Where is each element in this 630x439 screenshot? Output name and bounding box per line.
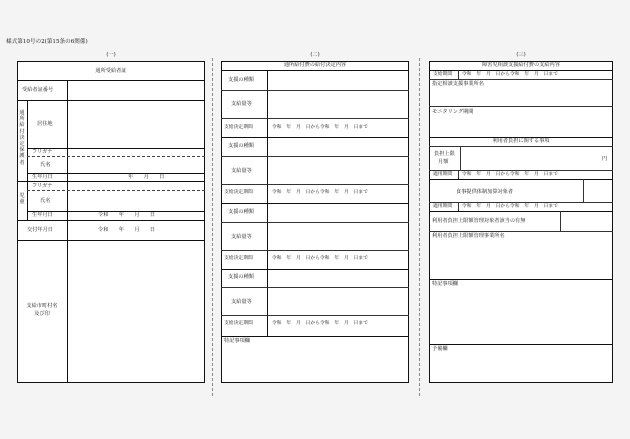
child-name-label: 氏名 (40, 198, 51, 204)
support-kind-label-1: 支援の種類 (228, 77, 254, 83)
burden-title: 利用者負担に関する事項 (492, 138, 550, 144)
amount-label-2: 支給量等 (231, 168, 252, 174)
panel2-notes-label: 特記事項欄 (224, 338, 250, 344)
period-label-1: 支給決定期間 (224, 125, 253, 130)
amount-label-3: 支給量等 (231, 234, 252, 240)
amount-label-4: 支給量等 (231, 299, 252, 305)
reserve-label: 予備欄 (432, 346, 448, 352)
form-title: 様式第10号の2(第15条の6関係) (6, 39, 88, 45)
child-furigana-label: フリガナ (32, 183, 53, 189)
apply-period-value: 令和 年 月 日から令和 年 月 日まで (462, 172, 558, 177)
period-label-4: 支給決定期間 (224, 321, 253, 326)
period-label-2: 支給決定期間 (224, 190, 253, 195)
period-value-3: 令和 年 月 日から令和 年 月 日まで (272, 256, 368, 261)
name-label: 氏名 (40, 162, 51, 168)
issue-date-label: 交付年月日 (27, 227, 53, 233)
apply-period-label-2: 適用期間 (433, 204, 453, 209)
supply-period-label: 支給期間 (433, 72, 453, 77)
panel1-title: 通所受給者証 (95, 68, 127, 74)
period-value-1: 令和 年 月 日から令和 年 月 日まで (272, 125, 368, 130)
office-label: 指定相談支援事業所名 (432, 81, 484, 87)
apply-period-label: 適用期間 (433, 172, 453, 177)
amount-label-1: 支給量等 (231, 101, 252, 107)
support-kind-label-2: 支援の種類 (228, 143, 254, 149)
monitoring-label: モニタリング期間 (432, 109, 474, 115)
support-kind-label-4: 支援の種類 (228, 274, 254, 280)
fold-line-2 (419, 58, 420, 396)
supply-period-value: 令和 年 月 日から令和 年 月 日まで (462, 72, 558, 77)
support-kind-label-3: 支援の種類 (228, 209, 254, 215)
municipality-label-2: 及び印 (34, 311, 50, 317)
fold-line-1 (212, 58, 213, 396)
period-label-3: 支給決定期間 (224, 256, 253, 261)
meal-label: 食事提供体制加算対象者 (456, 189, 514, 195)
yen-unit: 円 (602, 156, 608, 162)
period-value-4: 令和 年 月 日から令和 年 月 日まで (272, 321, 368, 326)
mgmt-target-label: 利用者負担上限額管理対象者該当の有無 (432, 218, 526, 224)
issue-date-value: 令和 年 月 日 (98, 227, 156, 233)
address-label: 居住地 (37, 121, 53, 127)
panel3-title: 障害児相談支援給付費の支給内容 (482, 62, 560, 68)
panel3-notes-label: 特記事項欄 (432, 281, 458, 287)
panel2-number: (二) (310, 52, 320, 58)
period-value-2: 令和 年 月 日から令和 年 月 日まで (272, 190, 368, 195)
birth-label: 生年月日 (32, 174, 53, 180)
child-group-label: 児 童 (19, 193, 25, 206)
burden-limit-label-1: 負担上限 (434, 151, 455, 157)
child-birth-value: 令和 年 月 日 (98, 212, 156, 218)
furigana-label: フリガナ (32, 149, 53, 155)
recipient-no-label: 受給者証番号 (22, 87, 54, 93)
panel2-title: 通所給付費の給付決定内容 (283, 62, 347, 68)
burden-limit-label-2: 月額 (438, 159, 449, 165)
panel1-box (17, 61, 205, 383)
municipality-label-1: 支給市町村名 (26, 303, 58, 309)
apply-period-value-2: 令和 年 月 日から令和 年 月 日まで (462, 204, 558, 209)
panel3-number: (三) (516, 52, 526, 58)
panel1-number: (一) (106, 52, 116, 58)
child-birth-label: 生年月日 (32, 212, 53, 218)
birth-value: 年 月 日 (128, 174, 165, 180)
guardian-group-label: 通 所 給 付 決 定 保 護 者 (19, 110, 25, 166)
mgmt-office-label: 利用者負担上限額管理事業所名 (432, 233, 505, 239)
